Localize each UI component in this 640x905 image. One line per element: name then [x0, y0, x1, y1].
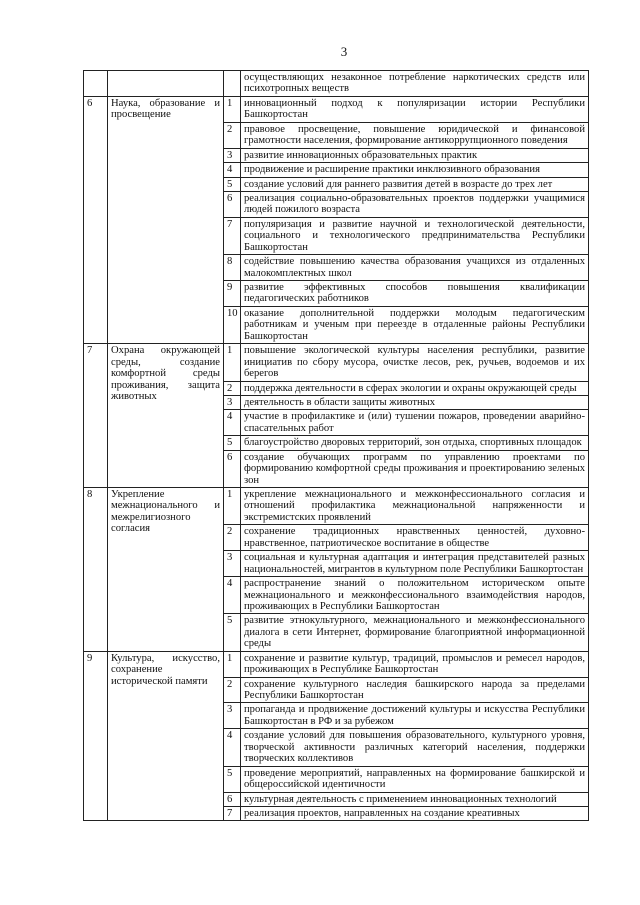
table-body [84, 71, 589, 821]
section-number: 7 [84, 344, 108, 488]
item-number: 7 [224, 217, 241, 254]
section-area: Культура, искусство, сохранение исторической памяти [108, 651, 224, 821]
item-number: 10 [224, 306, 241, 343]
item-text: социальная и культурная адаптация и интеграция представителей разных национальностей, мигрантов в культурном поле Республики Башкортостан [241, 551, 589, 577]
item-text: культурная деятельность с применением инновационных технологий [241, 792, 589, 806]
item-number: 5 [224, 436, 241, 450]
item-number: 3 [224, 395, 241, 409]
item-text: реализация социально-образовательных проектов поддержки учащимися людей пожилого возраста [241, 191, 589, 217]
table-row [84, 651, 589, 677]
grant-areas-table [83, 70, 589, 821]
item-text: пропаганда и продвижение достижений культуры и искусства Республики Башкортостан в РФ и за рубежом [241, 703, 589, 729]
item-text: создание обучающих программ по управлению проектами по формированию комфортной среды проживания и проектированию зеленых зон [241, 450, 589, 487]
item-number: 9 [224, 281, 241, 307]
item-text: повышение экологической культуры населения республики, развитие инициатив по сбору мусора, очистке лесов, рек, ручьев, водоемов и их берегов [241, 344, 589, 381]
item-text: популяризация и развитие научной и технологической деятельности, социального и технологического предпринимательства Республики Башкортостан [241, 217, 589, 254]
item-text: проведение мероприятий, направленных на формирование башкирской и общероссийской идентичности [241, 766, 589, 792]
item-text: благоустройство дворовых территорий, зон отдыха, спортивных площадок [241, 436, 589, 450]
item-number: 3 [224, 148, 241, 162]
item-text: развитие этнокультурного, межнационального и межконфессионального диалога в сети Интернет, формирование благоприятной информационной среды [241, 614, 589, 651]
item-number: 1 [224, 96, 241, 122]
item-text: создание условий для раннего развития детей в возрасте до трех лет [241, 177, 589, 191]
item-number [224, 71, 241, 97]
item-text: распространение знаний о положительном историческом опыте межнационального и межконфессионального взаимодействия народов, проживающих в Республики Башкортостан [241, 577, 589, 614]
item-text: развитие инновационных образовательных практик [241, 148, 589, 162]
item-number: 2 [224, 381, 241, 395]
section-area: Наука, образование и просвещение [108, 96, 224, 343]
table-row [84, 71, 589, 97]
item-text: развитие эффективных способов повышения квалификации педагогических работников [241, 281, 589, 307]
item-text: укрепление межнационального и межконфессионального согласия и отношений профилактика межнациональной напряженности и экстремистских проявлений [241, 488, 589, 525]
section-area [108, 71, 224, 97]
item-text: сохранение культурного наследия башкирского народа за пределами Республики Башкортостан [241, 677, 589, 703]
table-row [84, 488, 589, 525]
item-number: 7 [224, 806, 241, 820]
item-text: правовое просвещение, повышение юридической и финансовой грамотности населения, формирование антикоррупционного поведения [241, 122, 589, 148]
item-number: 8 [224, 255, 241, 281]
section-number: 9 [84, 651, 108, 821]
section-number: 8 [84, 488, 108, 652]
section-number [84, 71, 108, 97]
item-number: 5 [224, 766, 241, 792]
item-number: 2 [224, 122, 241, 148]
table-row [84, 96, 589, 122]
item-number: 3 [224, 551, 241, 577]
item-text: создание условий для повышения образовательного, культурного уровня, творческой активности различных категорий населения, поддержки творческих коллективов [241, 729, 589, 766]
item-number: 4 [224, 163, 241, 177]
item-number: 1 [224, 344, 241, 381]
item-text: содействие повышению качества образования учащихся из отдаленных малокомплектных школ [241, 255, 589, 281]
item-text: сохранение традиционных нравственных ценностей, духовно-нравственное, патриотическое воспитание в обществе [241, 525, 589, 551]
item-text: оказание дополнительной поддержки молодым педагогическим работникам и ученым при переезде в отдаленные районы Республики Башкортостан [241, 306, 589, 343]
item-text: реализация проектов, направленных на создание креативных [241, 806, 589, 820]
item-text: участие в профилактике и (или) тушении пожаров, проведении аварийно-спасательных работ [241, 410, 589, 436]
section-area: Укрепление межнационального и межрелигиозного согласия [108, 488, 224, 652]
item-text: деятельность в области защиты животных [241, 395, 589, 409]
table-row [84, 344, 589, 381]
item-number: 5 [224, 614, 241, 651]
item-number: 2 [224, 525, 241, 551]
item-number: 4 [224, 729, 241, 766]
page-number: 3 [340, 44, 348, 59]
item-text: поддержка деятельности в сферах экологии и охраны окружающей среды [241, 381, 589, 395]
item-number: 6 [224, 191, 241, 217]
item-number: 4 [224, 410, 241, 436]
item-text: продвижение и расширение практики инклюзивного образования [241, 163, 589, 177]
item-number: 6 [224, 450, 241, 487]
item-number: 1 [224, 488, 241, 525]
item-text: инновационный подход к популяризации истории Республики Башкортостан [241, 96, 589, 122]
section-number: 6 [84, 96, 108, 343]
item-number: 1 [224, 651, 241, 677]
item-number: 5 [224, 177, 241, 191]
item-number: 6 [224, 792, 241, 806]
item-number: 2 [224, 677, 241, 703]
section-area: Охрана окружающей среды, создание комфортной среды проживания, защита животных [108, 344, 224, 488]
item-text: сохранение и развитие культур, традиций, промыслов и ремесел народов, проживающих в Республике Башкортостан [241, 651, 589, 677]
item-number: 4 [224, 577, 241, 614]
item-text: осуществляющих незаконное потребление наркотических средств или психотропных веществ [241, 71, 589, 97]
item-number: 3 [224, 703, 241, 729]
